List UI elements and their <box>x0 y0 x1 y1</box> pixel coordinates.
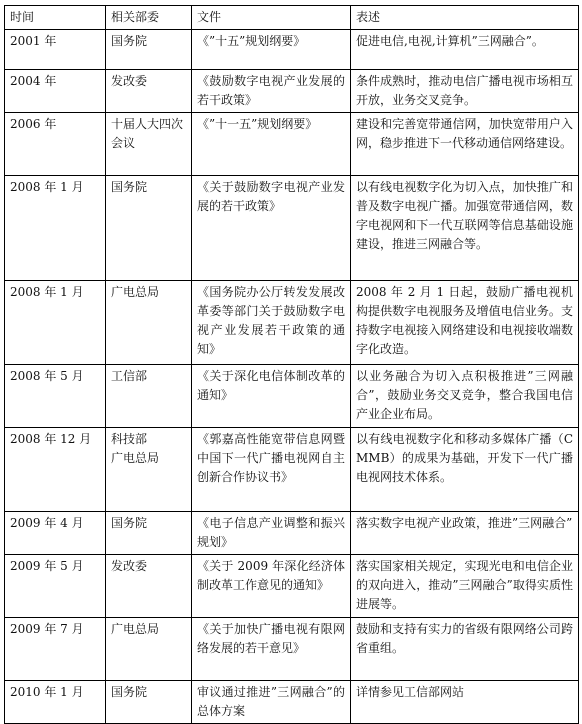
table-row <box>5 176 579 281</box>
cell-doc: 《”十一五”规划纲要》 <box>192 113 351 176</box>
cell-doc: 《鼓励数字电视产业发展的若干政策》 <box>192 70 351 113</box>
cell-dept: 发改委 <box>106 555 192 618</box>
cell-time: 2009 年 7 月 <box>5 618 106 681</box>
cell-doc: 《电子信息产业调整和振兴规划》 <box>192 512 351 555</box>
cell-time: 2009 年 4 月 <box>5 512 106 555</box>
cell-time: 2009 年 5 月 <box>5 555 106 618</box>
table-row <box>5 512 579 555</box>
cell-dept: 国务院 <box>106 176 192 281</box>
cell-dept: 十届人大四次会议 <box>106 113 192 176</box>
table-row <box>5 555 579 618</box>
table-row <box>5 681 579 724</box>
cell-desc: 鼓励和支持有实力的省级有限网络公司跨省重组。 <box>351 618 579 681</box>
cell-doc: 审议通过推进”三网融合”的总体方案 <box>192 681 351 724</box>
cell-time: 2008 年 1 月 <box>5 281 106 365</box>
policy-table <box>4 5 579 724</box>
cell-time: 2001 年 <box>5 30 106 70</box>
header-row <box>5 6 579 30</box>
cell-time: 2004 年 <box>5 70 106 113</box>
cell-dept: 广电总局 <box>106 281 192 365</box>
cell-desc: 落实数字电视产业政策，推进”三网融合” <box>351 512 579 555</box>
cell-dept: 国务院 <box>106 681 192 724</box>
cell-doc: 《郭嘉高性能宽带信息网暨中国下一代广播电视网自主创新合作协议书》 <box>192 428 351 512</box>
cell-time: 2006 年 <box>5 113 106 176</box>
cell-time: 2008 年 12 月 <box>5 428 106 512</box>
cell-time: 2008 年 1 月 <box>5 176 106 281</box>
cell-doc: 《关于深化电信体制改革的通知》 <box>192 365 351 428</box>
cell-desc: 条件成熟时，推动电信广播电视市场相互开放，业务交叉竞争。 <box>351 70 579 113</box>
header-doc: 文件 <box>192 6 351 30</box>
cell-desc: 落实国家相关规定，实现光电和电信企业的双向进入，推动”三网融合”取得实质性进展等。 <box>351 555 579 618</box>
header-dept: 相关部委 <box>106 6 192 30</box>
table-row <box>5 618 579 681</box>
cell-desc: 以有线电视数字化为切入点，加快推广和普及数字电视广播。加强宽带通信网，数字电视网和下一代互联网等信息基础设施建设，推进三网融合等。 <box>351 176 579 281</box>
cell-doc: 《关于 2009 年深化经济体制改革工作意见的通知》 <box>192 555 351 618</box>
cell-desc: 以业务融合为切入点积极推进”三网融合”，鼓励业务交叉竞争，整合我国电信产业企业布局。 <box>351 365 579 428</box>
header-time: 时间 <box>5 6 106 30</box>
cell-dept: 广电总局 <box>106 618 192 681</box>
cell-time: 2010 年 1 月 <box>5 681 106 724</box>
cell-dept: 科技部 广电总局 <box>106 428 192 512</box>
table-row <box>5 70 579 113</box>
cell-dept: 发改委 <box>106 70 192 113</box>
cell-desc: 促进电信,电视,计算机”三网融合”。 <box>351 30 579 70</box>
cell-doc: 《关于加快广播电视有限网络发展的若干意见》 <box>192 618 351 681</box>
cell-dept: 国务院 <box>106 512 192 555</box>
cell-time: 2008 年 5 月 <box>5 365 106 428</box>
table-row <box>5 30 579 70</box>
header-desc: 表述 <box>351 6 579 30</box>
cell-doc: 《”十五”规划纲要》 <box>192 30 351 70</box>
cell-desc: 以有线电视数字化和移动多媒体广播（CMMB）的成果为基础，开发下一代广播电视网技术体系。 <box>351 428 579 512</box>
cell-dept: 工信部 <box>106 365 192 428</box>
table-row <box>5 281 579 365</box>
table-row <box>5 428 579 512</box>
cell-doc: 《国务院办公厅转发发展改革委等部门关于鼓励数字电视产业发展若干政策的通知》 <box>192 281 351 365</box>
cell-desc: 详情参见工信部网站 <box>351 681 579 724</box>
cell-dept: 国务院 <box>106 30 192 70</box>
cell-desc: 建设和完善宽带通信网，加快宽带用户入网，稳步推进下一代移动通信网络建设。 <box>351 113 579 176</box>
cell-doc: 《关于鼓励数字电视产业发展的若干政策》 <box>192 176 351 281</box>
table-row <box>5 365 579 428</box>
cell-desc: 2008 年 2 月 1 日起，鼓励广播电视机构提供数字电视服务及增值电信业务。支持数字电视接入网络建设和电视接收端数字化改造。 <box>351 281 579 365</box>
table-row <box>5 113 579 176</box>
